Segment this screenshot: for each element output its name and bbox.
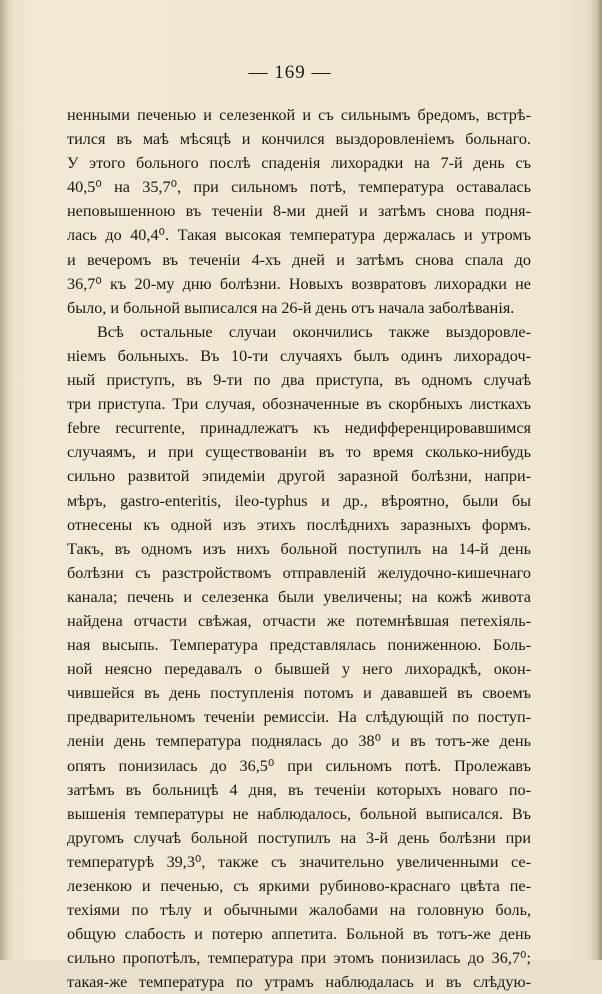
- text-line: ніемъ больныхъ. Въ 10-ти случаяхъ былъ одинъ лихорадоч-: [67, 346, 531, 365]
- text-line: мѣръ, gastro-enteritis, ileo-typhus и др., вѣроятно, были бы: [67, 491, 531, 510]
- text-line: отнесены къ одной изъ этихъ послѣднихъ заразныхъ формъ.: [67, 515, 531, 534]
- text-line: вышенія температуры не наблюдалось, больной выписался. Въ: [67, 804, 531, 823]
- text-line: случаямъ, и при существованіи въ то время сколько-нибудь: [67, 443, 531, 462]
- text-line: затѣмъ въ больницѣ 4 дня, въ теченіи которыхъ новаго по-: [67, 780, 531, 799]
- text-line: предварительномъ теченіи ремиссіи. На слѣдующій по поступ-: [67, 708, 531, 727]
- text-line: лась до 40,4⁰. Такая высокая температура держалась и утромъ: [67, 226, 531, 245]
- text-line: леніи день температура поднялась до 38⁰ и въ тотъ-же день: [67, 732, 531, 751]
- page-right-edge: [595, 0, 602, 960]
- text-line: чившейся въ день поступленія потомъ и дававшей въ своемъ: [67, 684, 531, 703]
- text-line: сильно развитой эпидеміи другой заразной болѣзни, напри-: [67, 467, 531, 486]
- text-line: неповышенною въ теченіи 8-ми дней и затѣмъ снова подня-: [67, 202, 531, 221]
- page-number: — 169 —: [248, 62, 332, 83]
- text-line: ной неясно передавалъ о бывшей у него лихорадкѣ, окон-: [67, 660, 531, 679]
- text-line: было, и больной выписался на 26-й день отъ начала заболѣванія.: [67, 298, 515, 317]
- text-line: У этого больного послѣ спаденія лихорадки на 7-й день съ: [67, 154, 531, 173]
- text-line: общую слабость и потерю аппетита. Больной въ тотъ-же день: [67, 925, 531, 944]
- text-line: канала; печень и селезенка были увеличены; на кожѣ живота: [67, 587, 531, 606]
- text-line: сильно пропотѣлъ, температура при этомъ понизилась до 36,7⁰;: [67, 949, 531, 968]
- text-line: тился въ маѣ мѣсяцѣ и кончился выздоровленіемъ больнаго.: [67, 130, 531, 149]
- text-line: три приступа. Три случая, обозначенные въ скорбныхъ листкахъ: [67, 395, 531, 414]
- text-line: такая-же температура по утрамъ наблюдалась и въ слѣдую-: [67, 973, 531, 992]
- text-line: лезенкою и печенью, съ яркими рубиново-краснаго цвѣта пе-: [67, 877, 531, 895]
- text-line: 40,5⁰ на 35,7⁰, при сильномъ потѣ, температура оставалась: [67, 178, 531, 197]
- body-text: [67, 103, 531, 994]
- text-line: Такъ, въ одномъ изъ нихъ больной поступилъ на 14-й день: [67, 539, 531, 558]
- text-line: febre recurrente, принадлежатъ къ недифференцировавшимся: [67, 419, 531, 438]
- text-line: Всѣ остальные случаи окончились также выздоровле-: [97, 322, 531, 341]
- text-line: 36,7⁰ къ 20-му дню болѣзни. Новыхъ возвратовъ лихорадки не: [67, 274, 531, 293]
- text-line: ненными печенью и селезенкой и съ сильнымъ бредомъ, встрѣ-: [67, 106, 531, 124]
- text-line: найдена отчасти свѣжая, отчасти же потемнѣвшая петехіяль-: [67, 611, 531, 630]
- text-line: опять понизилась до 36,5⁰ при сильномъ потѣ. Пролежавъ: [67, 756, 531, 775]
- text-line: температурѣ 39,3⁰, также съ значительно увеличенными се-: [67, 852, 531, 871]
- page-left-edge: [0, 0, 10, 960]
- text-line: техіями по тѣлу и обычными жалобами на головную боль,: [67, 901, 531, 920]
- text-line: и вечеромъ въ теченіи 4-хъ дней и затѣмъ снова спала до: [67, 250, 531, 269]
- text-line: болѣзни съ разстройствомъ отправленій желудочно-кишечнаго: [67, 563, 531, 582]
- text-line: ный приступъ, въ 9-ти по два приступа, въ одномъ случаѣ: [67, 371, 531, 390]
- text-line: ная высыпь. Температура представлялась пониженною. Боль-: [67, 636, 531, 655]
- text-line: другомъ случаѣ больной поступилъ на 3-й день болѣзни при: [67, 828, 531, 847]
